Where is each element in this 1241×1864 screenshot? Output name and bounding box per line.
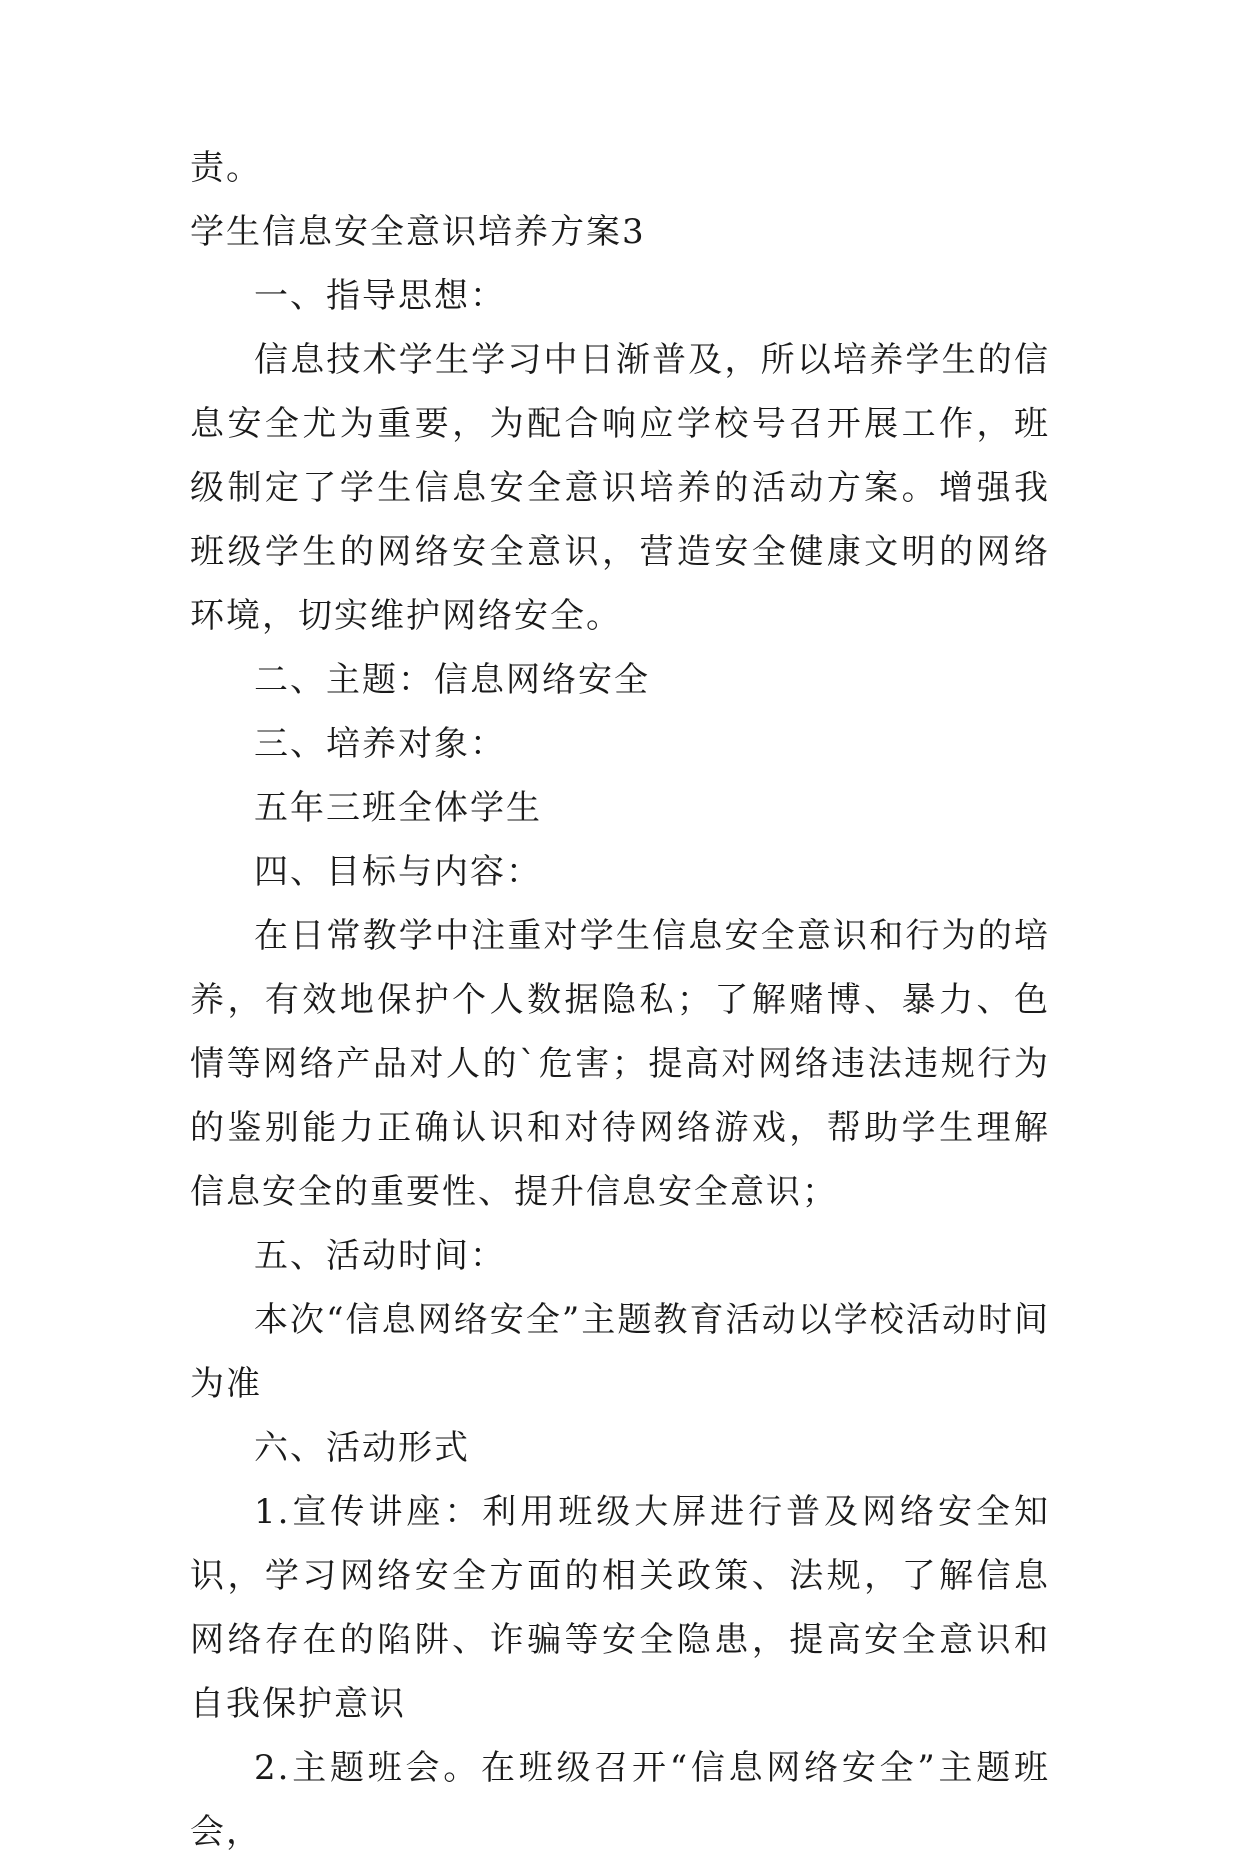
heading-target-audience: 三、培养对象： [254,724,506,764]
paragraph-class-meeting: 2.主题班会。在班级召开“信息网络安全”主题班会， [190,1748,1050,1852]
heading-goals-content: 四、目标与内容： [254,852,542,892]
paragraph-target-audience: 五年三班全体学生 [254,788,542,828]
heading-guiding-ideology: 一、指导思想： [254,276,506,316]
heading-theme: 二、主题：信息网络安全 [254,660,650,700]
heading-activity-form: 六、活动形式 [254,1428,470,1468]
section-title: 学生信息安全意识培养方案3 [190,212,646,252]
document-body [190,136,1050,1864]
paragraph-lecture: 1.宣传讲座：利用班级大屏进行普及网络安全知识，学习网络安全方面的相关政策、法规，了解信息网络存在的陷阱、诈骗等安全隐患，提高安全意识和自我保护意识 [190,1492,1050,1724]
paragraph-guiding-ideology: 信息技术学生学习中日渐普及，所以培养学生的信息安全尤为重要，为配合响应学校号召开展工作，班级制定了学生信息安全意识培养的活动方案。增强我班级学生的网络安全意识，营造安全健康文明的网络环境，切实维护网络安全。 [190,340,1050,636]
paragraph-goals-content: 在日常教学中注重对学生信息安全意识和行为的培养，有效地保护个人数据隐私；了解赌博、暴力、色情等网络产品对人的`危害；提高对网络违法违规行为的鉴别能力正确认识和对待网络游戏，帮助学生理解信息安全的重要性、提升信息安全意识； [190,916,1050,1212]
paragraph-continuation: 责。 [190,148,262,188]
paragraph-activity-time: 本次“信息网络安全”主题教育活动以学校活动时间为准 [190,1300,1050,1404]
heading-activity-time: 五、活动时间： [254,1236,506,1276]
